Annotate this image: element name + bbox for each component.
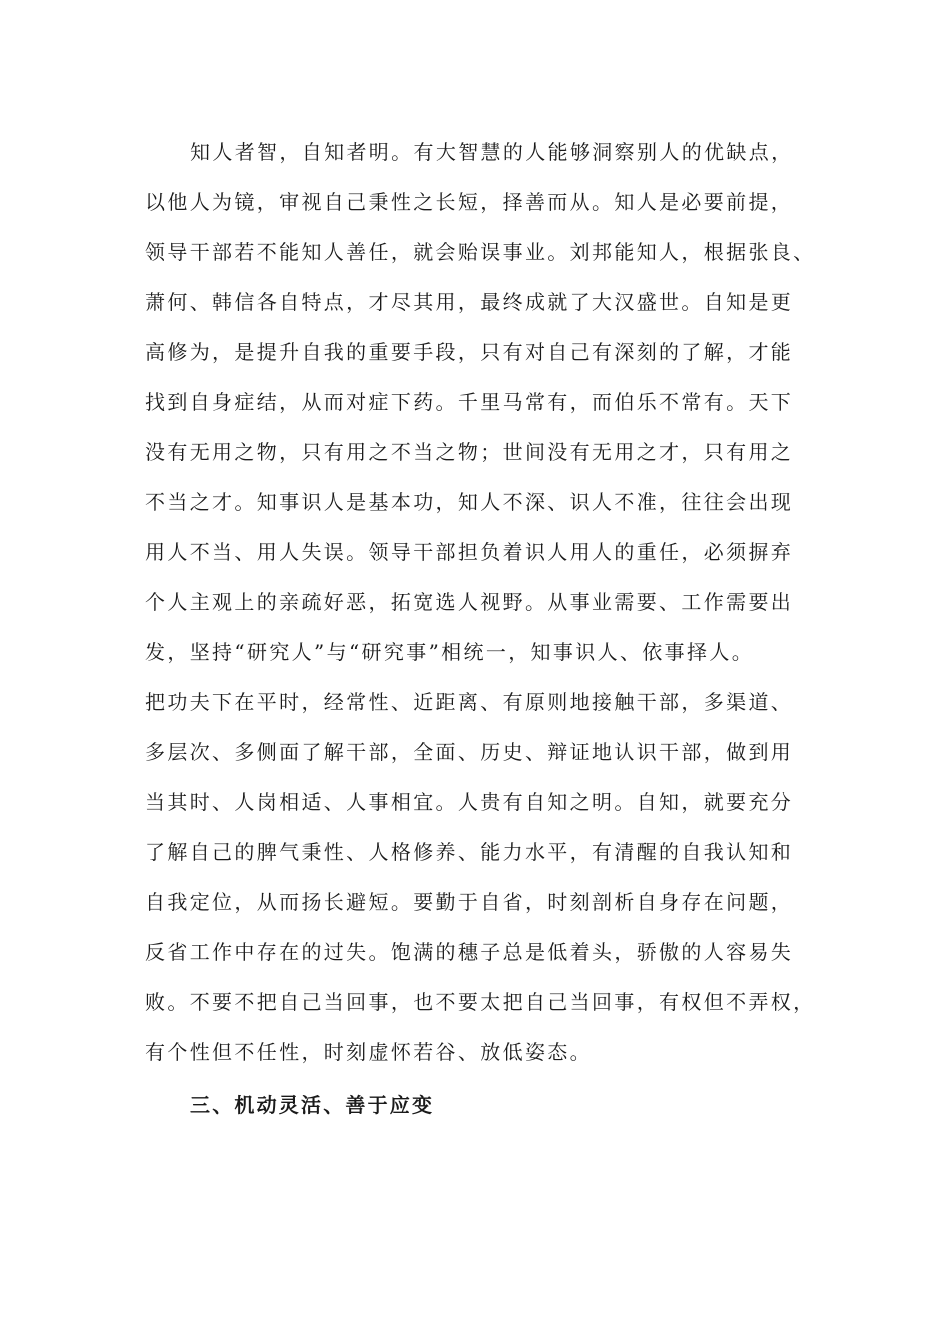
paragraph-line: 败。不要不把自己当回事，也不要太把自己当回事，有权但不弄权， (145, 990, 816, 1014)
paragraph-line: 用人不当、用人失误。领导干部担负着识人用人的重任，必须摒弃 (145, 540, 794, 564)
body-paragraph (145, 132, 815, 1082)
paragraph-line: 不当之才。知事识人是基本功，知人不深、识人不准，往往会出现 (145, 490, 794, 514)
paragraph-line: 当其时、人岗相适、人事相宜。人贵有自知之明。自知，就要充分 (145, 790, 794, 814)
paragraph-line: 个人主观上的亲疏好恶，拓宽选人视野。从事业需要、工作需要出 (145, 590, 794, 614)
paragraph-line: 发，坚持“研究人”与“研究事”相统一，知事识人、依事择人。 (145, 640, 755, 664)
paragraph-line: 领导干部若不能知人善任，就会贻误事业。刘邦能知人，根据张良、 (145, 240, 816, 264)
paragraph-line: 高修为，是提升自我的重要手段，只有对自己有深刻的了解，才能 (145, 340, 794, 364)
paragraph-line: 以他人为镜，审视自己秉性之长短，择善而从。知人是必要前提， (145, 190, 794, 214)
paragraph-line: 知人者智，自知者明。有大智慧的人能够洞察别人的优缺点， (190, 140, 794, 164)
paragraph-line: 反省工作中存在的过失。饱满的穗子总是低着头，骄傲的人容易失 (145, 940, 794, 964)
paragraph-line: 把功夫下在平时，经常性、近距离、有原则地接触干部，多渠道、 (145, 690, 794, 714)
paragraph-line: 有个性但不任性，时刻虚怀若谷、放低姿态。 (145, 1040, 592, 1064)
paragraph-line: 多层次、多侧面了解干部，全面、历史、辩证地认识干部，做到用 (145, 740, 794, 764)
paragraph-line: 自我定位，从而扬长避短。要勤于自省，时刻剖析自身存在问题， (145, 890, 794, 914)
paragraph-line: 没有无用之物，只有用之不当之物；世间没有无用之才，只有用之 (145, 440, 794, 464)
section-heading: 三、机动灵活、善于应变 (190, 1093, 435, 1117)
paragraph-line: 了解自己的脾气秉性、人格修养、能力水平，有清醒的自我认知和 (145, 840, 794, 864)
paragraph-line: 找到自身症结，从而对症下药。千里马常有，而伯乐不常有。天下 (145, 390, 794, 414)
paragraph-line: 萧何、韩信各自特点，才尽其用，最终成就了大汉盛世。自知是更 (145, 290, 794, 314)
